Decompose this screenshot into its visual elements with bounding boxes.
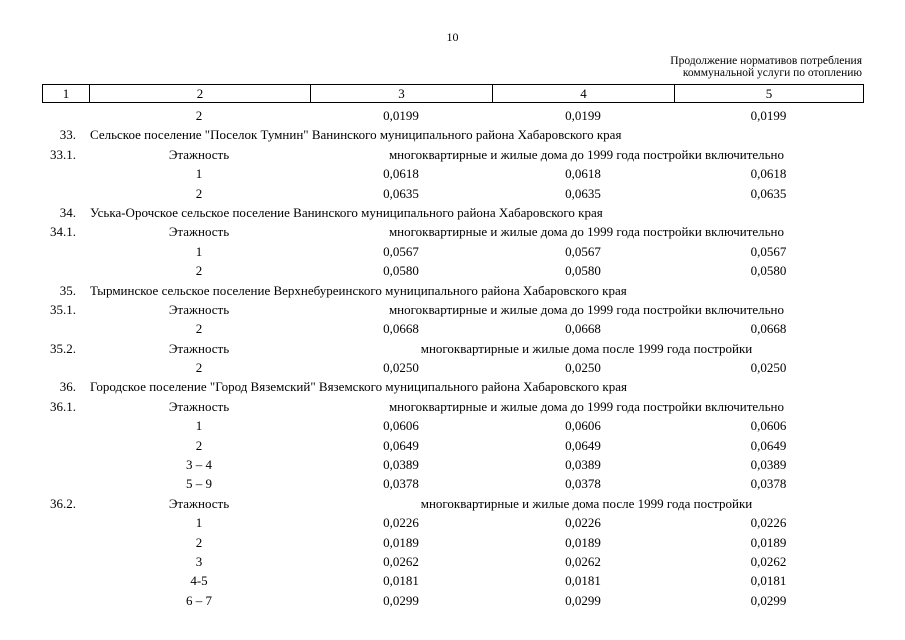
table-row	[0, 106, 905, 125]
value-cell-col4: 0,0189	[565, 534, 601, 550]
value-cell-col3: 0,0250	[383, 360, 419, 376]
value-cell-col4: 0,0606	[565, 418, 601, 434]
value-cell-col3: 0,0389	[383, 457, 419, 473]
floors-cell: 2	[195, 108, 203, 123]
value-cell-col4: 0,0199	[565, 108, 601, 123]
section-number: 34.	[59, 204, 76, 220]
floors-cell: 2	[195, 360, 203, 376]
floors-cell: 3 – 4	[186, 457, 212, 473]
table-row	[0, 319, 905, 338]
subsection-number: 36.2.	[50, 495, 76, 511]
section-title: Сельское поселение "Поселок Тумнин" Ванинского муниципального района Хабаровского края	[90, 127, 622, 143]
section-row	[0, 203, 905, 222]
value-cell-col5: 0,0649	[750, 437, 787, 453]
section-row	[0, 377, 905, 396]
value-cell-col5: 0,0580	[750, 263, 787, 279]
subsection-row	[0, 339, 905, 358]
subsection-description: многоквартирные и жилые дома после 1999 года постройки	[420, 495, 753, 511]
value-cell-col5: 0,0199	[750, 108, 787, 123]
table-row	[0, 358, 905, 377]
subsection-number: 36.1.	[50, 398, 76, 414]
subsection-label: Этажность	[168, 224, 230, 240]
floors-cell: 1	[195, 418, 203, 434]
value-cell-col4: 0,0635	[565, 185, 601, 201]
floors-cell: 2	[195, 185, 203, 201]
subsection-label: Этажность	[168, 146, 230, 162]
value-cell-col3: 0,0226	[383, 515, 419, 531]
floors-cell: 1	[195, 515, 203, 531]
table-body	[0, 106, 905, 610]
caption-line-2: коммунальной услуги по отоплению	[682, 67, 862, 79]
value-cell-col5: 0,0668	[750, 321, 787, 337]
section-number: 36.	[59, 379, 76, 395]
value-cell-col4: 0,0618	[565, 166, 601, 182]
value-cell-col5: 0,0378	[750, 476, 787, 492]
section-row	[0, 125, 905, 144]
column-header-4: 4	[493, 85, 675, 103]
floors-cell: 3	[195, 553, 203, 569]
value-cell-col4: 0,0181	[565, 573, 601, 589]
table-row	[0, 184, 905, 203]
subsection-row	[0, 145, 905, 164]
value-cell-col4: 0,0378	[565, 476, 601, 492]
value-cell-col3: 0,0199	[383, 108, 419, 123]
subsection-description: многоквартирные и жилые дома до 1999 года постройки включительно	[388, 301, 785, 317]
table-row	[0, 261, 905, 280]
value-cell-col3: 0,0567	[383, 243, 419, 259]
floors-cell: 2	[195, 321, 203, 337]
value-cell-col3: 0,0649	[383, 437, 419, 453]
table-row	[0, 416, 905, 435]
value-cell-col4: 0,0668	[565, 321, 601, 337]
floors-cell: 5 – 9	[186, 476, 212, 492]
page-number: 10	[446, 30, 459, 44]
section-number: 35.	[59, 282, 76, 298]
subsection-row	[0, 397, 905, 416]
value-cell-col4: 0,0567	[565, 243, 601, 259]
section-row	[0, 281, 905, 300]
value-cell-col4: 0,0262	[565, 553, 601, 569]
subsection-number: 35.1.	[50, 301, 76, 317]
value-cell-col5: 0,0226	[750, 515, 787, 531]
table-row	[0, 533, 905, 552]
value-cell-col3: 0,0181	[383, 573, 419, 589]
table-row	[0, 513, 905, 532]
subsection-description: многоквартирные и жилые дома до 1999 года постройки включительно	[388, 146, 785, 162]
floors-cell: 2	[195, 263, 203, 279]
value-cell-col4: 0,0299	[565, 592, 601, 608]
floors-cell: 2	[195, 437, 203, 453]
table-row	[0, 591, 905, 610]
subsection-row	[0, 494, 905, 513]
value-cell-col5: 0,0299	[750, 592, 787, 608]
value-cell-col3: 0,0668	[383, 321, 419, 337]
subsection-number: 33.1.	[50, 146, 76, 162]
value-cell-col3: 0,0299	[383, 592, 419, 608]
section-title: Тырминское сельское поселение Верхнебуреинского муниципального района Хабаровского края	[90, 282, 627, 298]
value-cell-col3: 0,0618	[383, 166, 419, 182]
subsection-label: Этажность	[168, 340, 230, 356]
value-cell-col4: 0,0580	[565, 263, 601, 279]
value-cell-col5: 0,0389	[750, 457, 787, 473]
value-cell-col5: 0,0635	[750, 185, 787, 201]
column-header-row	[43, 85, 864, 103]
value-cell-col4: 0,0649	[565, 437, 601, 453]
value-cell-col4: 0,0250	[565, 360, 601, 376]
floors-cell: 2	[195, 534, 203, 550]
subsection-label: Этажность	[168, 301, 230, 317]
section-title: Городское поселение "Город Вяземский" Вяземского муниципального района Хабаровского края	[90, 379, 627, 395]
value-cell-col5: 0,0189	[750, 534, 787, 550]
subsection-number: 34.1.	[50, 224, 76, 240]
value-cell-col3: 0,0635	[383, 185, 419, 201]
floors-cell: 4-5	[190, 573, 208, 589]
value-cell-col3: 0,0189	[383, 534, 419, 550]
value-cell-col3: 0,0606	[383, 418, 419, 434]
floors-cell: 1	[195, 243, 203, 259]
subsection-label: Этажность	[168, 398, 230, 414]
subsection-description: многоквартирные и жилые дома после 1999 года постройки	[420, 340, 753, 356]
section-title: Уська-Орочское сельское поселение Ванинского муниципального района Хабаровского края	[90, 204, 603, 220]
subsection-description: многоквартирные и жилые дома до 1999 года постройки включительно	[388, 224, 785, 240]
table-row	[0, 242, 905, 261]
table-row	[0, 552, 905, 571]
column-header-5: 5	[675, 85, 864, 103]
column-header-table	[42, 84, 864, 103]
subsection-description: многоквартирные и жилые дома до 1999 года постройки включительно	[388, 398, 785, 414]
value-cell-col5: 0,0618	[750, 166, 787, 182]
value-cell-col3: 0,0262	[383, 553, 419, 569]
column-header-3: 3	[311, 85, 493, 103]
table-row	[0, 474, 905, 493]
floors-cell: 1	[195, 166, 203, 182]
table-row	[0, 164, 905, 183]
value-cell-col5: 0,0262	[750, 553, 787, 569]
subsection-row	[0, 300, 905, 319]
subsection-number: 35.2.	[50, 340, 76, 356]
table-row	[0, 436, 905, 455]
section-number: 33.	[59, 127, 76, 143]
caption-line-1: Продолжение нормативов потребления	[670, 55, 862, 67]
subsection-label: Этажность	[168, 495, 230, 511]
column-header-1: 1	[43, 85, 90, 103]
floors-cell: 6 – 7	[186, 592, 212, 608]
table-row	[0, 571, 905, 590]
table-row	[0, 455, 905, 474]
value-cell-col3: 0,0378	[383, 476, 419, 492]
value-cell-col4: 0,0389	[565, 457, 601, 473]
value-cell-col5: 0,0181	[750, 573, 787, 589]
value-cell-col5: 0,0567	[750, 243, 787, 259]
table-caption	[670, 55, 862, 79]
value-cell-col5: 0,0250	[750, 360, 787, 376]
subsection-row	[0, 222, 905, 241]
value-cell-col3: 0,0580	[383, 263, 419, 279]
value-cell-col5: 0,0606	[750, 418, 787, 434]
column-header-2: 2	[90, 85, 311, 103]
value-cell-col4: 0,0226	[565, 515, 601, 531]
